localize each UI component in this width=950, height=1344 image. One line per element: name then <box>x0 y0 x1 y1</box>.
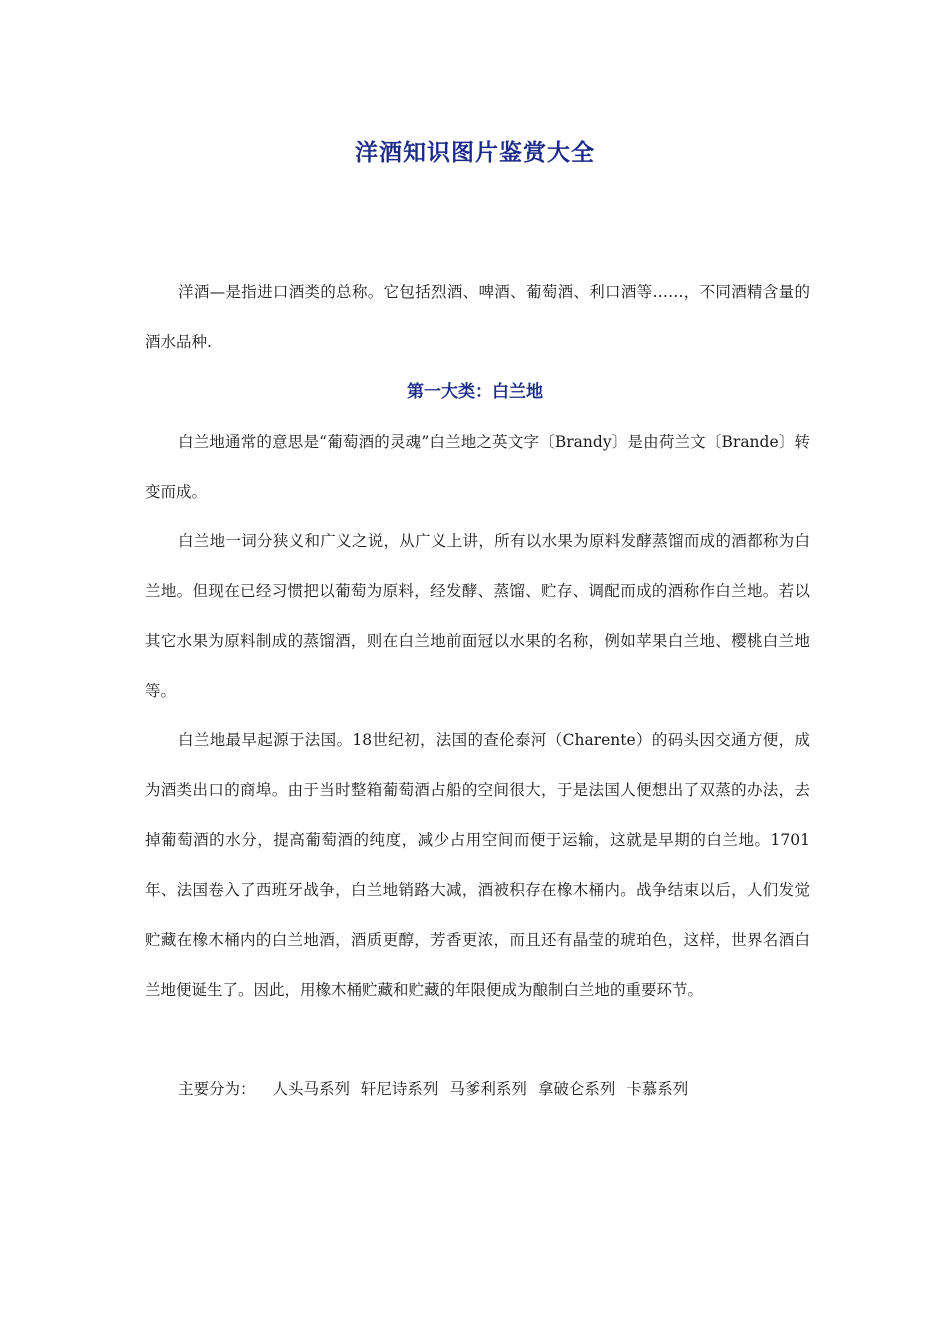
series-item: 人头马系列 <box>272 1080 350 1098</box>
intro-paragraph: 洋酒—是指进口酒类的总称。它包括烈酒、啤酒、葡萄酒、利口酒等……，不同酒精含量的酒水品种. <box>145 283 810 351</box>
brandy-series-line <box>178 1064 694 1114</box>
series-label: 主要分为： <box>178 1080 256 1098</box>
section-heading-brandy: 第一大类：白兰地 <box>407 382 543 402</box>
series-item: 拿破仑系列 <box>537 1080 616 1098</box>
brandy-paragraph-history: 白兰地最早起源于法国。18世纪初，法国的查伦泰河（Charente）的码头因交通方便，成为酒类出口的商埠。由于当时整箱葡萄酒占船的空间很大，于是法国人便想出了双蒸的办法，去掉葡萄酒的水分，提高葡萄酒的纯度，减少占用空间而便于运输，这就是早期的白兰地。1701年、法国卷入了西班牙战争，白兰地销路大减，酒被积存在橡木桶内。战争结束以后，人们发觉贮藏在橡木桶内的白兰地酒，酒质更醇，芳香更浓，而且还有晶莹的琥珀色，这样，世界名酒白兰地便诞生了。因此，用橡木桶贮藏和贮藏的年限便成为酿制白兰地的重要环节。 <box>145 731 810 999</box>
brandy-paragraph-name-origin: 白兰地通常的意思是“葡萄酒的灵魂”白兰地之英文字〔Brandy〕是由荷兰文〔Brande〕转变而成。 <box>145 433 810 501</box>
series-item: 卡慕系列 <box>626 1080 689 1098</box>
series-item: 轩尼诗系列 <box>360 1080 439 1098</box>
series-item: 马爹利系列 <box>449 1080 527 1098</box>
document-title: 洋酒知识图片鉴赏大全 <box>355 140 595 166</box>
brandy-paragraph-definition: 白兰地一词分狭义和广义之说，从广义上讲，所有以水果为原料发酵蒸馏而成的酒都称为白兰地。但现在已经习惯把以葡萄为原料，经发酵、蒸馏、贮存、调配而成的酒称作白兰地。若以其它水果为原料制成的蒸馏酒，则在白兰地前面冠以水果的名称，例如苹果白兰地、樱桃白兰地等。 <box>145 532 810 700</box>
